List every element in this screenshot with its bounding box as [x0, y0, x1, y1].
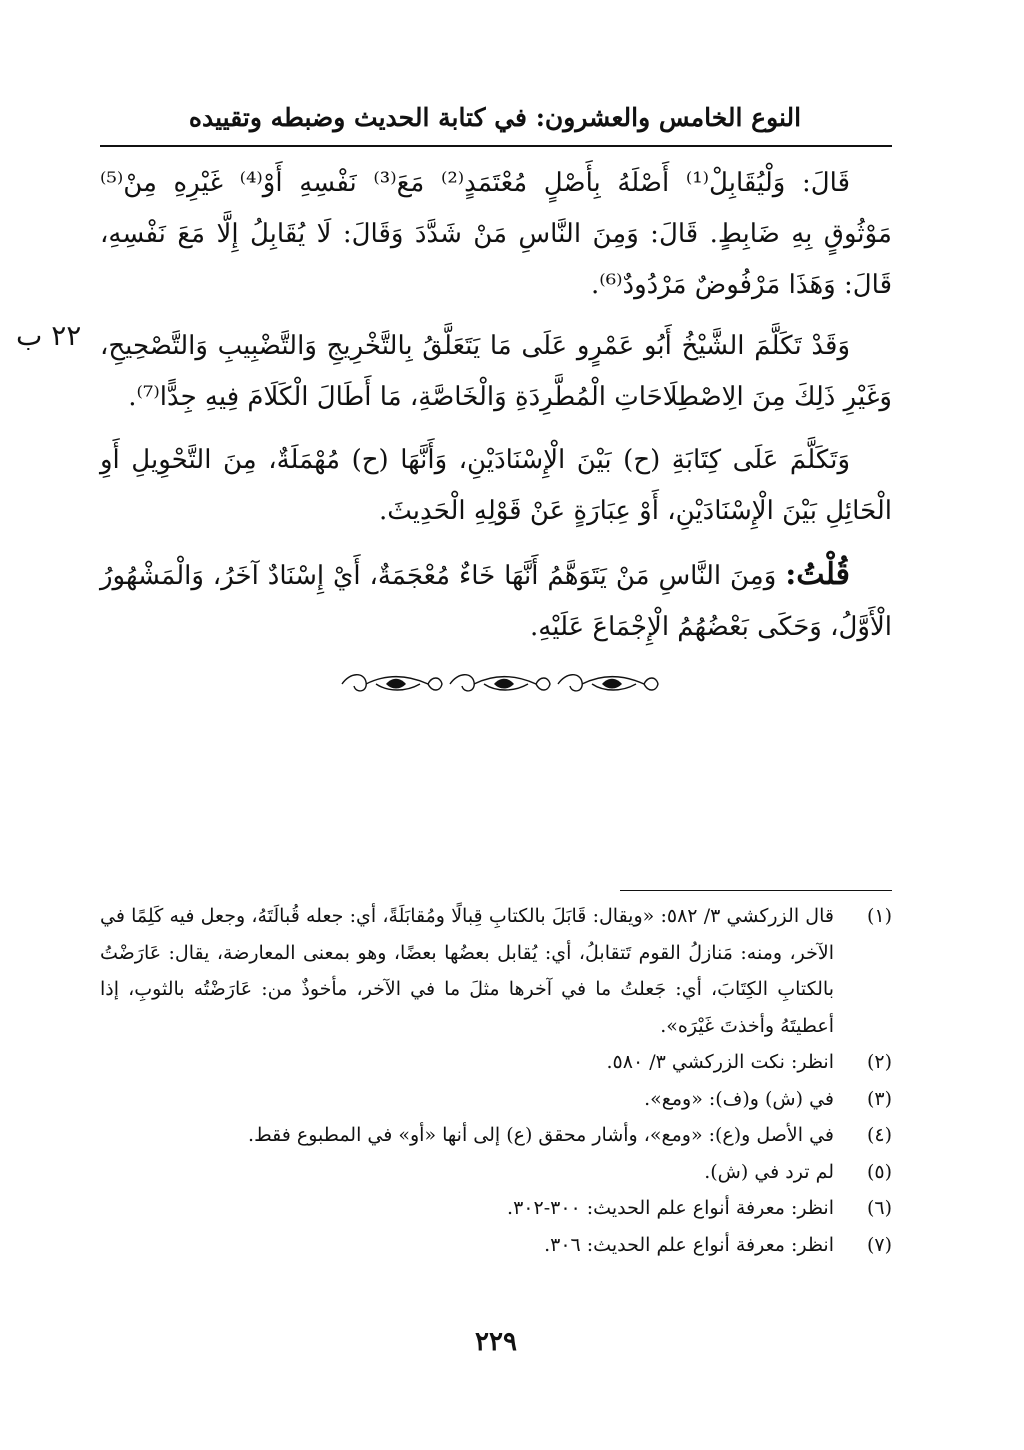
- paragraph-1: قَالَ: وَلْيُقَابِلْ⁽¹⁾ أَصْلَهُ بِأَصْلٍ مُعْتَمَدٍ⁽²⁾ مَعَ⁽³⁾ نَفْسِهِ أَوْ⁽⁴⁾ غَيْرِهِ مِنْ⁽⁵⁾ مَوْثُوقٍ بِهِ ضَابِطٍ. قَالَ: وَمِنَ النَّاسِ مَنْ شَدَّدَ وَقَالَ: لَا يُقَابِلُ إِلَّا مَعَ نَفْسِهِ، قَالَ: وَهَذَا مَرْفُوضٌ مَرْدُودٌ⁽⁶⁾.: [100, 168, 892, 300]
- section-end-ornament: [336, 664, 660, 704]
- footnote-number: (٦): [866, 1197, 892, 1219]
- footnote-text: قال الزركشي ٣/ ٥٨٢: «ويقال: قَابَلَ بالكتابِ قِبالًا ومُقابَلَةً، أي: جعله قُبالَتَهُ، وجعل فيه كَلِمًا في الآخر، ومنه: مَنازلُ القوم تَتقابلُ، أي: يُقابل بعضُها بعضًا، وهو بمعنى المعارضة، يقال: عَارَضْتُ بالكتابِ الكِتَابَ، أي: جَعلتُ ما في آخرها مثلَ ما في الآخر، مأخوذٌ من: عَارَضْتُه بالثوبِ، إذا أعطيتَهُ وأخذتَ غَيْرَه».: [100, 905, 834, 1037]
- paragraph-2: وَقَدْ تَكَلَّمَ الشَّيْخُ أَبُو عَمْرٍو عَلَى مَا يَتَعَلَّقُ بِالتَّخْرِيجِ وَالتَّضْبِيبِ وَالتَّصْحِيحِ، وَغَيْرِ ذَلِكَ مِنَ الِاصْطِلَاحَاتِ الْمُطَّرِدَةِ وَالْخَاصَّةِ، مَا أَطَالَ الْكَلَامَ فِيهِ جِدًّا⁽⁷⁾.: [100, 331, 892, 412]
- footnote-number: (٣): [866, 1087, 892, 1110]
- footnote-1: [100, 898, 892, 1044]
- footnote-text: انظر: نكت الزركشي ٣/ ٥٨٠.: [606, 1051, 834, 1073]
- header-rule: [100, 145, 892, 147]
- footnote-number: (٤): [866, 1124, 892, 1146]
- paragraph-lead-word: قُلْتُ:: [785, 557, 850, 592]
- footnote-text: انظر: معرفة أنواع علم الحديث: ٣٠٠-٣٠٢.: [507, 1197, 834, 1219]
- paragraph-3: وَتَكَلَّمَ عَلَى كِتَابَةِ (ح) بَيْنَ الْإِسْنَادَيْنِ، وَأَنَّهَا (ح) مُهْمَلَةٌ، مِنَ التَّحْوِيلِ أَوِ الْحَائِلِ بَيْنَ الْإِسْنَادَيْنِ، أَوْ عِبَارَةٍ عَنْ قَوْلِهِ الْحَدِيثَ.: [100, 445, 892, 526]
- footnote-2: [100, 1044, 892, 1081]
- footnote-number: (٥): [866, 1160, 892, 1183]
- manuscript-folio-marker: ٢٢ ب: [16, 319, 82, 352]
- footnote-text: في (ش) و(ف): «ومع».: [644, 1087, 834, 1110]
- footnote-text: لم ترد في (ش).: [704, 1160, 834, 1183]
- footnote-6: [100, 1190, 892, 1227]
- paragraph-4-text: وَمِنَ النَّاسِ مَنْ يَتَوَهَّمُ أَنَّهَا خَاءٌ مُعْجَمَةٌ، أَيْ إِسْنَادٌ آخَرُ، وَالْمَشْهُورُ الْأَوَّلُ، وَحَكَى بَعْضُهُمُ الْإِجْمَاعَ عَلَيْهِ.: [100, 561, 892, 642]
- footnote-number: (٧): [866, 1233, 892, 1256]
- footnote-text: انظر: معرفة أنواع علم الحديث: ٣٠٦.: [544, 1233, 834, 1256]
- footnote-4: [100, 1117, 892, 1154]
- footnote-text: في الأصل و(ع): «ومع»، وأشار محقق (ع) إلى أنها «أو» في المطبوع فقط.: [248, 1124, 834, 1146]
- footnote-separator: [620, 890, 892, 891]
- footnote-number: (٢): [866, 1051, 892, 1073]
- footnote-7: [100, 1227, 892, 1264]
- running-header: النوع الخامس والعشرون: في كتابة الحديث وضبطه وتقييده: [188, 103, 802, 132]
- footnote-3: [100, 1081, 892, 1118]
- paragraph-4: [100, 549, 892, 653]
- footnote-5: [100, 1154, 892, 1191]
- footnotes-list: [100, 898, 892, 1263]
- footnote-number: (١): [866, 905, 892, 927]
- main-text: [100, 158, 892, 653]
- page-number: ٢٢٩: [475, 1327, 517, 1357]
